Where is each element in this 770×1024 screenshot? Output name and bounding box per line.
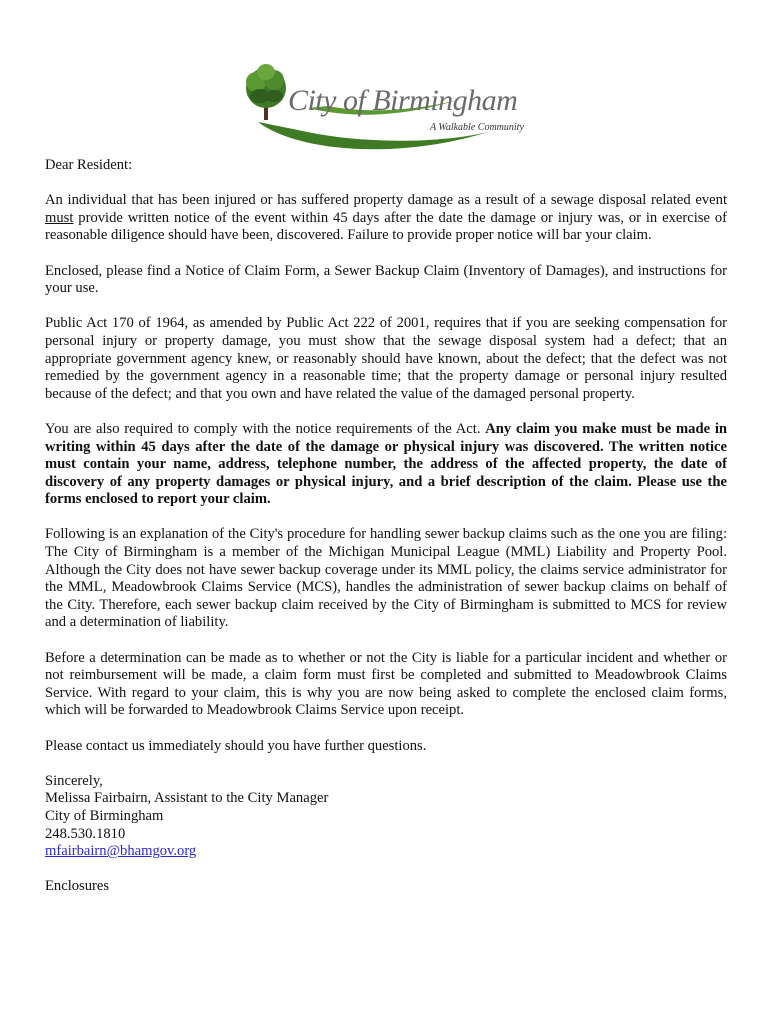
p1-underlined-must: must <box>45 209 74 226</box>
paragraph-contact: Please contact us immediately should you have further questions. <box>45 737 427 754</box>
enclosures-note: Enclosures <box>45 878 110 895</box>
signer-email-link[interactable]: mfairbairn@bhamgov.org <box>45 843 197 860</box>
logo-tagline: A Walkable Community <box>430 122 524 133</box>
paragraph-determination: Before a determination can be made as to whether or not the City is liable for a particular incident and whether or not reimbursement will be made, a claim form must first be completed and submitted to Meadowbrook Claims Service. With regard to your claim, this is why you are now being asked to complete the enclosed claim forms, which will be forwarded to Meadowbrook Claims Service upon receipt. <box>45 649 727 719</box>
letter-body <box>45 157 727 914</box>
p1-text-before: An individual that has been injured or has suffered property damage as a result of a sewage disposal related event <box>45 192 727 209</box>
closing: Sincerely, <box>45 772 103 789</box>
p4-bold-text: Any claim you make must be made in writing within 45 days after the date of the damage or physical injury was discovered. The written notice must contain your name, address, telephone number, the address of the affected property, the date of discovery of any property damages or physical injury, and a brief description of the claim. Please use the forms enclosed to report your claim. <box>45 420 728 508</box>
paragraph-notice-requirement <box>45 192 727 245</box>
p1-text-after: provide written notice of the event within 45 days after the date the damage or injury was, or in exercise of reasonable diligence should have been, discovered. Failure to provide proper notice will bar your claim. <box>45 209 727 244</box>
p4-normal-text: You are also required to comply with the notice requirements of the Act. <box>45 420 486 437</box>
paragraph-claim-requirements <box>45 421 727 509</box>
logo-graphic <box>238 60 538 160</box>
salutation: Dear Resident: <box>45 157 133 173</box>
logo-city-text: City of Birmingham <box>288 84 518 117</box>
signature-block <box>45 773 727 861</box>
paragraph-enclosed-forms: Enclosed, please find a Notice of Claim Form, a Sewer Backup Claim (Inventory of Damages), and instructions for your use. <box>45 262 727 297</box>
signer-name-title: Melissa Fairbairn, Assistant to the City Manager <box>45 790 329 807</box>
paragraph-public-act: Public Act 170 of 1964, as amended by Public Act 222 of 2001, requires that if you are seeking compensation for personal injury or property damage, you must show that the sewage disposal system had a defect; that an appropriate government agency knew, or reasonably should have known, about the defect; that the defect was not remedied by the government agency in a reasonable time; that the property damage or personal injury resulted because of the defect; and that you own and have related the value of the damaged personal property. <box>45 315 727 402</box>
signer-phone: 248.530.1810 <box>45 825 126 842</box>
signer-organization: City of Birmingham <box>45 807 164 824</box>
tree-icon <box>246 64 286 120</box>
paragraph-procedure: Following is an explanation of the City's procedure for handling sewer backup claims such as the one you are filing: The City of Birmingham is a member of the Michigan Municipal League (MML) Liability and Property Pool. Although the City does not have sewer backup coverage under its MML policy, the claims service administrator for the MML, Meadowbrook Claims Service (MCS), handles the administration of sewer backup claims on behalf of the City. Therefore, each sewer backup claim received by the City of Birmingham is submitted to MCS for review and a determination of liability. <box>45 526 727 631</box>
city-logo <box>238 60 538 160</box>
